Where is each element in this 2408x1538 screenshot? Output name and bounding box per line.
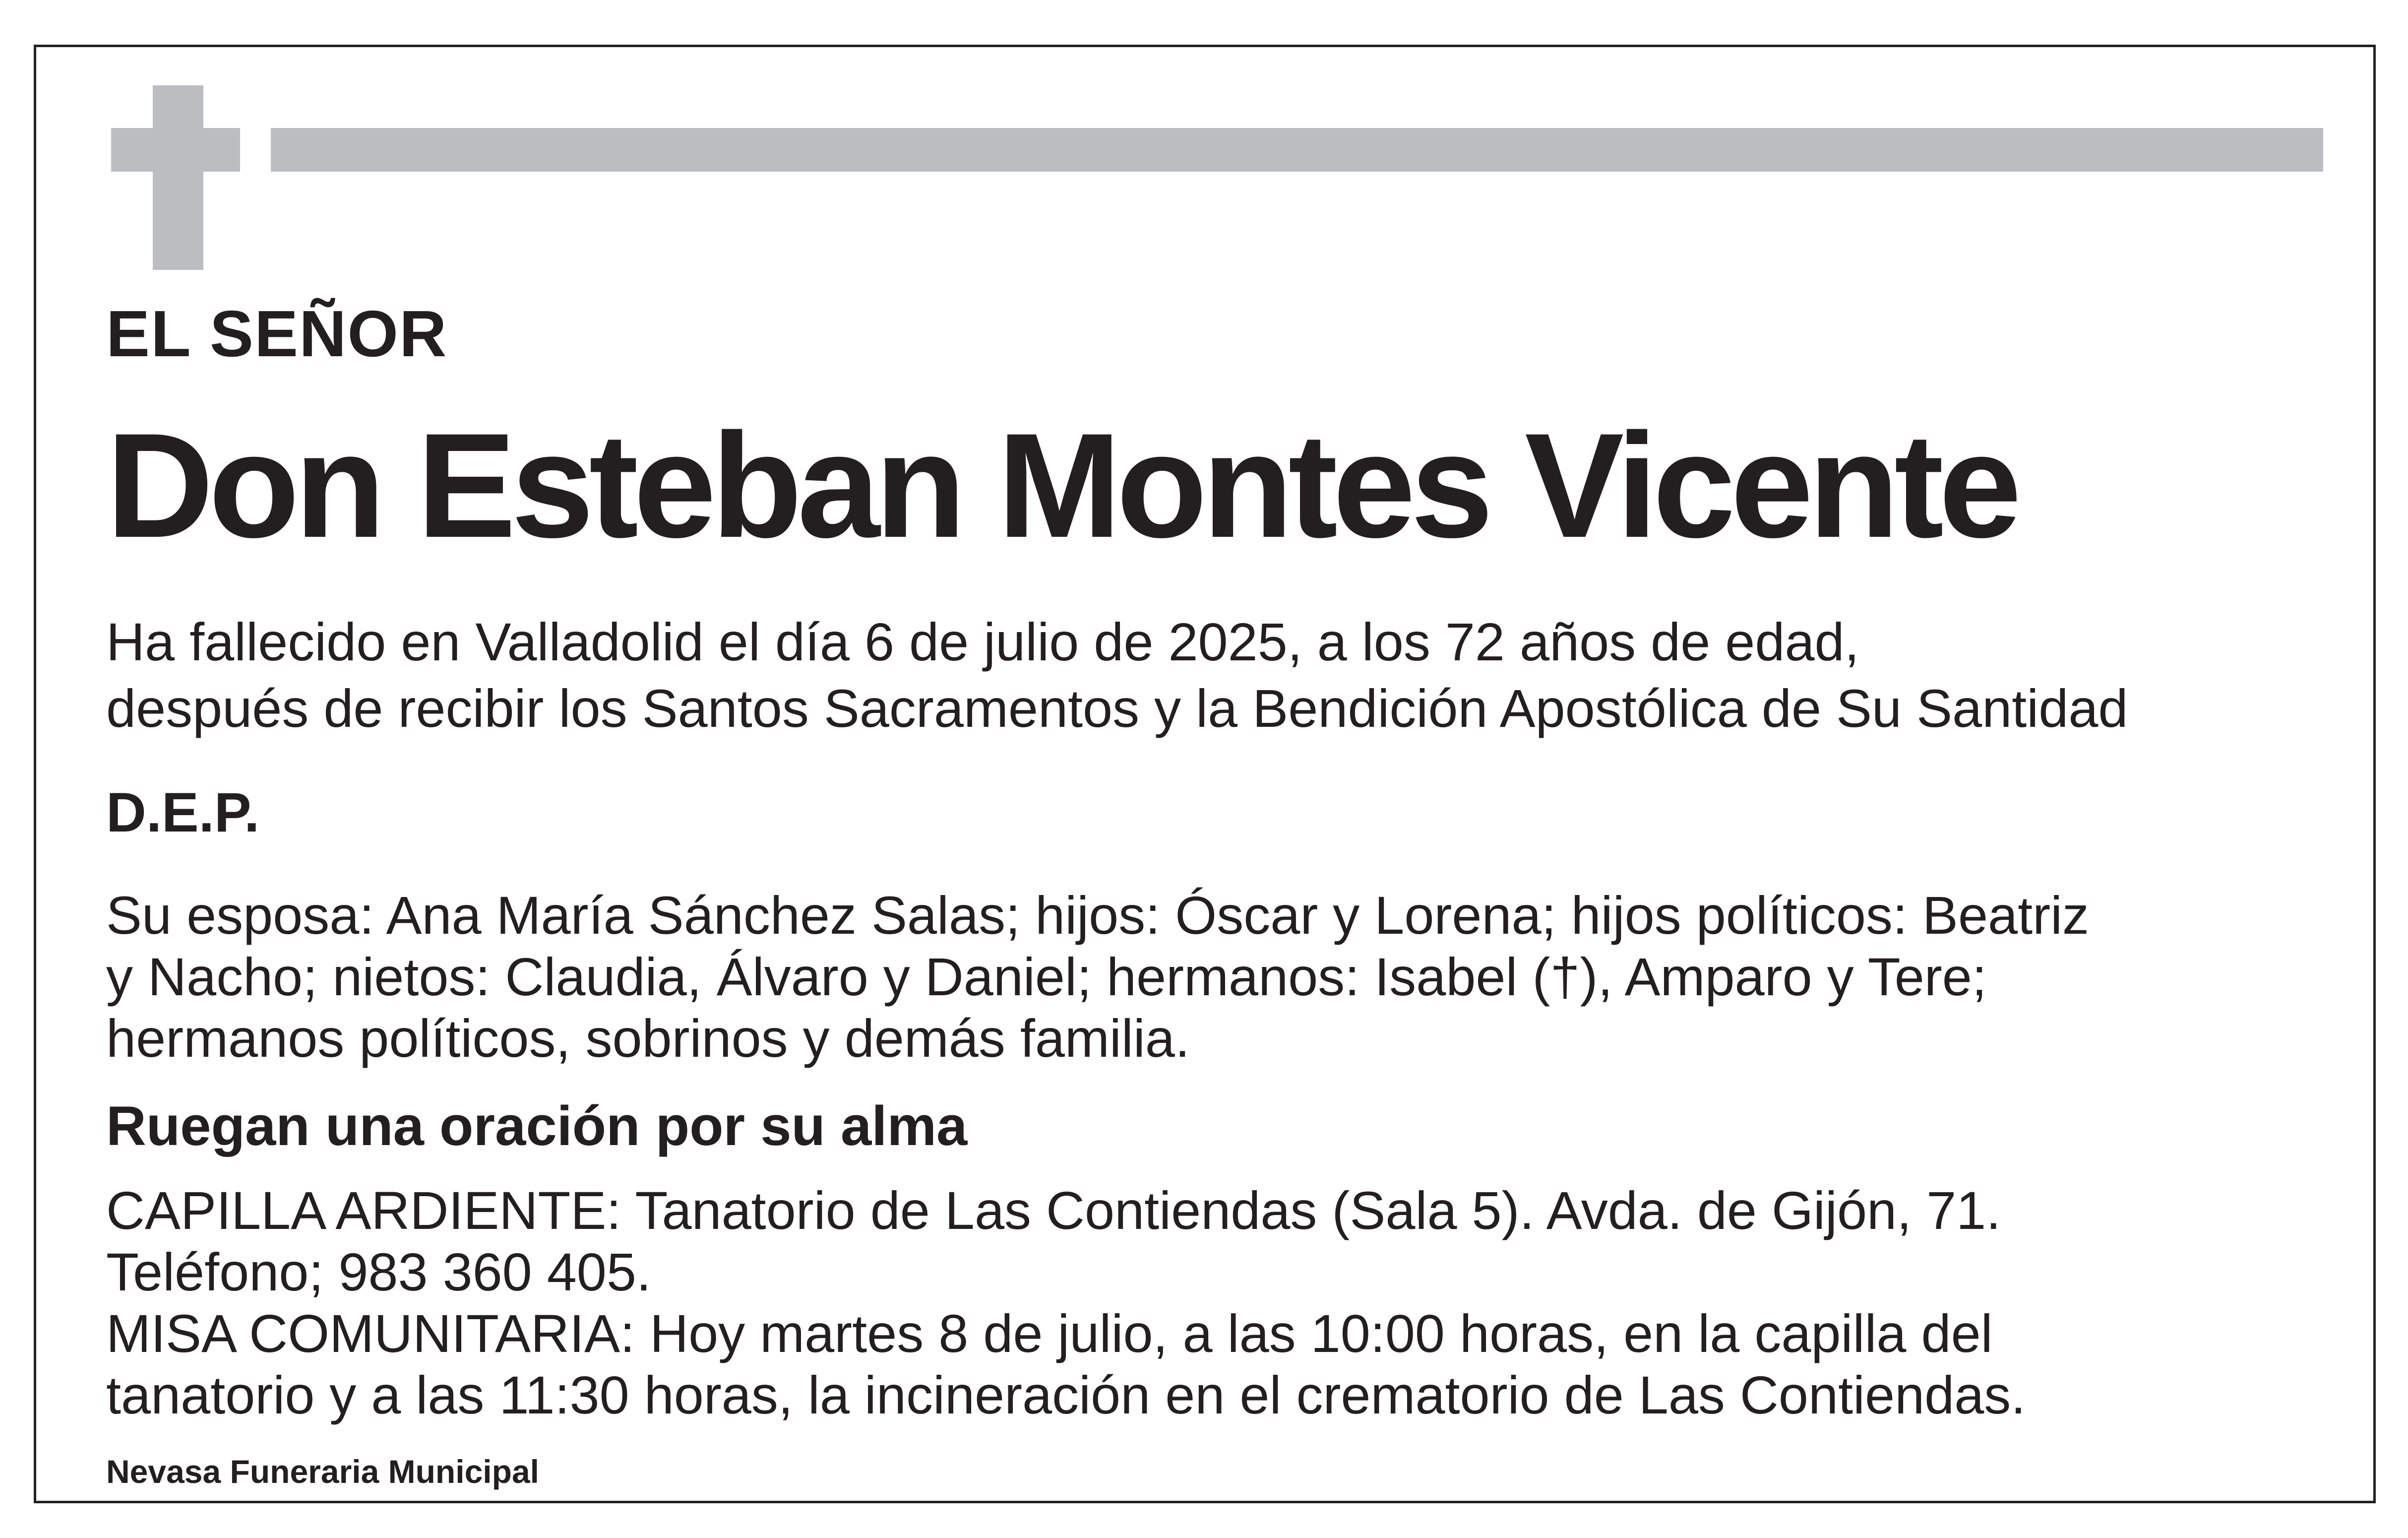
service-details (106, 1180, 2026, 1426)
deceased-name: Don Esteban Montes Vicente (106, 402, 2017, 569)
family-line-2: y Nacho; nietos: Claudia, Álvaro y Daniel; hermanos: Isabel (†), Amparo y Tere; (106, 947, 1987, 1007)
family-list (106, 885, 2089, 1069)
dep-label: D.E.P. (106, 781, 260, 843)
honorific: EL SEÑOR (106, 297, 448, 370)
details-line-3: MISA COMUNITARIA: Hoy martes 8 de julio, a las 10:00 horas, en la capilla del (106, 1303, 1993, 1363)
family-line-3: hermanos políticos, sobrinos y demás familia. (106, 1008, 1190, 1068)
details-line-4: tanatorio y a las 11:30 horas, la incineración en el crematorio de Las Contiendas. (106, 1365, 2026, 1425)
prayer-request: Ruegan una oración por su alma (106, 1095, 968, 1157)
death-notice-line-1: Ha fallecido en Valladolid el día 6 de julio de 2025, a los 72 años de edad, (106, 612, 1859, 672)
details-line-2: Teléfono; 983 360 405. (106, 1242, 651, 1302)
cross-icon-horizontal (111, 128, 240, 172)
family-line-1: Su esposa: Ana María Sánchez Salas; hijos: Óscar y Lorena; hijos políticos: Beatriz (106, 885, 2090, 945)
details-line-1: CAPILLA ARDIENTE: Tanatorio de Las Contiendas (Sala 5). Avda. de Gijón, 71. (106, 1180, 2001, 1240)
funeral-home: Nevasa Funeraria Municipal (106, 1453, 539, 1490)
cross-icon-vertical (153, 85, 203, 270)
death-notice-line-2: después de recibir los Santos Sacramentos y la Bendición Apostólica de Su Santidad (106, 678, 2128, 738)
header-rule (271, 128, 2323, 172)
